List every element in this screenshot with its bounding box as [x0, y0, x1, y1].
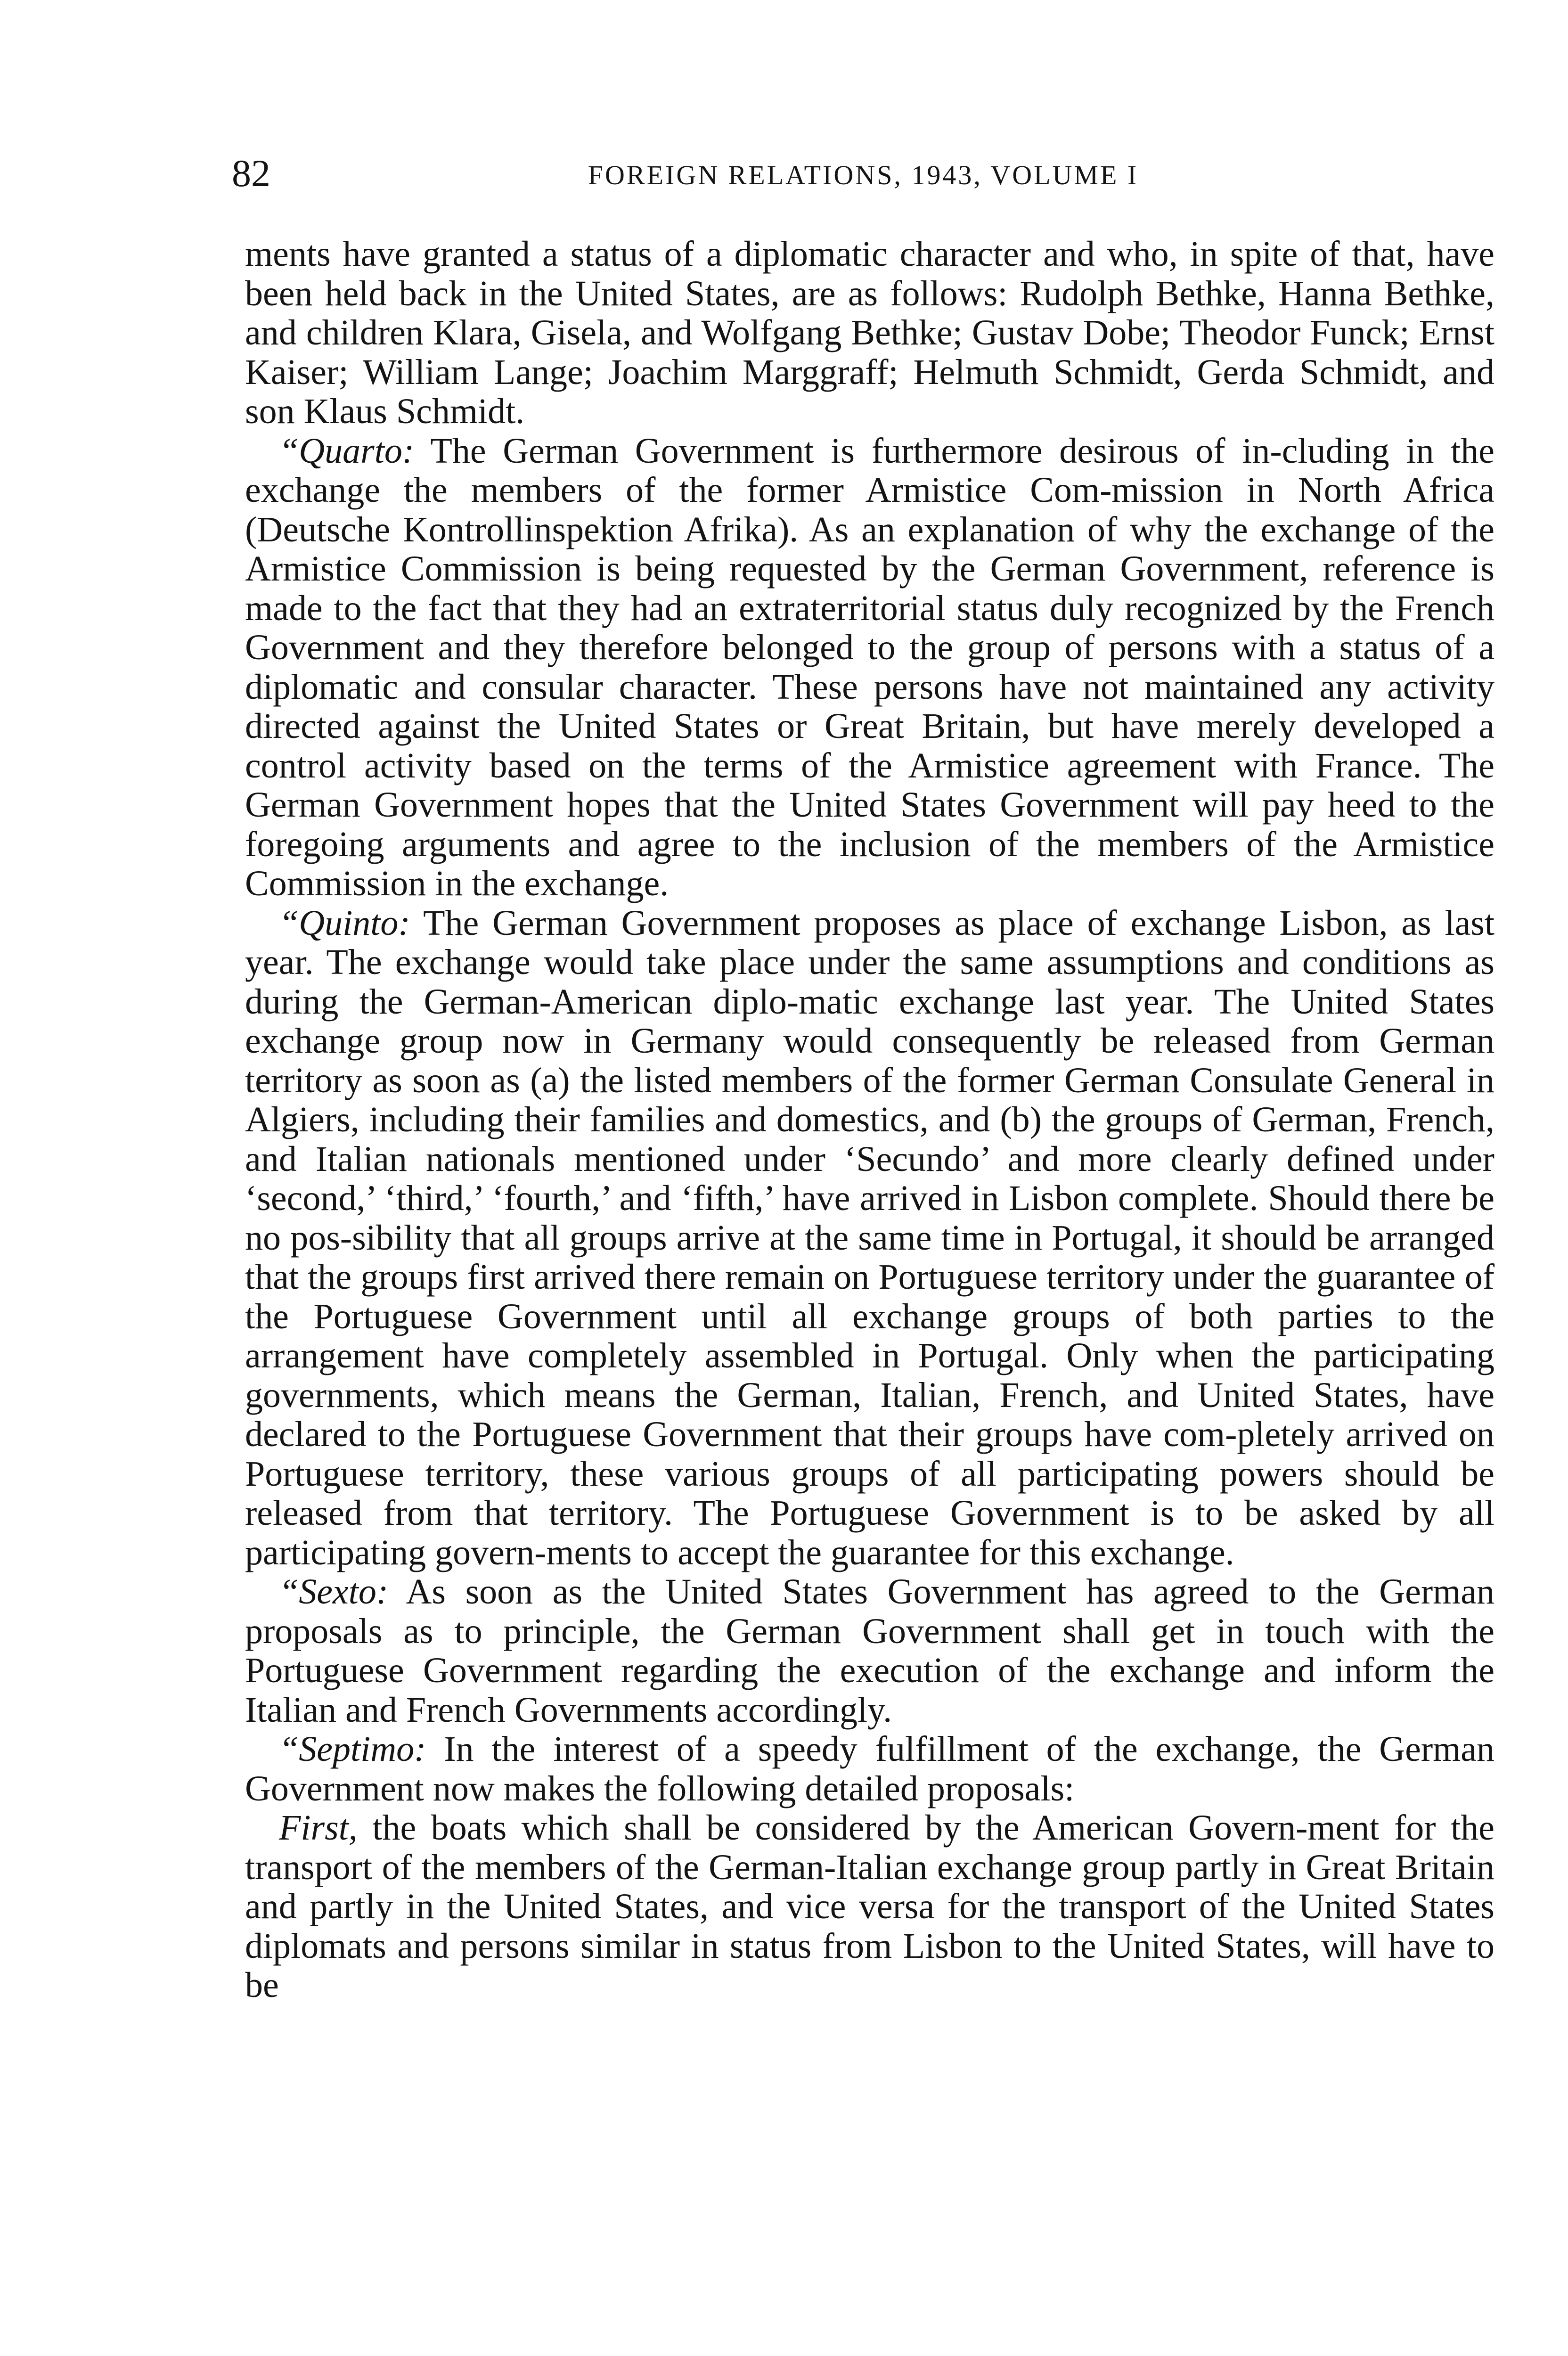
paragraph-sexto — [245, 1572, 1494, 1730]
paragraph-quinto — [245, 904, 1494, 1573]
page-number: 82 — [232, 152, 270, 195]
paragraph-text: the boats which shall be considered by the American Govern-ment for the transport of the members of the German-Italian exchange group partly in Great Britain and partly in the United States, and vice versa for the transport of the United States diplomats and persons similar in status from Lisbon to the United States, will have to be — [245, 1808, 1494, 2005]
paragraph-text: The German Government is furthermore desirous of in-cluding in the exchange the members of the former Armistice Com-mission in North Africa (Deutsche Kontrollinspektion Afrika). As an explanation of why the exchange of the Armistice Commission is being requested by the German Government, reference is made to the fact that they had an extraterritorial status duly recognized by the French Government and they therefore belonged to the group of persons with a status of a diplomatic and consular character. These persons have not maintained any activity directed against the United States or Great Britain, but have merely developed a control activity based on the terms of the Armistice agreement with France. The German Government hopes that the United States Government will pay heed to the foregoing arguments and agree to the inclusion of the members of the Armistice Commission in the exchange. — [245, 431, 1494, 903]
paragraph-lead: “Septimo: — [279, 1729, 426, 1769]
paragraph-septimo — [245, 1730, 1494, 1808]
paragraph-quarto — [245, 432, 1494, 904]
paragraph-first — [245, 1808, 1494, 2005]
paragraph-text: In the interest of a speedy fulfillment of the exchange, the German Government now makes the following detailed proposals: — [245, 1729, 1494, 1808]
page-header — [232, 150, 1494, 202]
paragraph-lead: “Sexto: — [279, 1572, 389, 1612]
paragraph-lead: “Quinto: — [279, 903, 410, 943]
paragraph — [245, 235, 1494, 432]
paragraph-text: ments have granted a status of a diplomatic character and who, in spite of that, have been held back in the United States, are as follows: Rudolph Bethke, Hanna Bethke, and children Klara, Gisela, and Wolfgang Bethke; Gustav Dobe; Theodor Funck; Ernst Kaiser; William Lange; Joachim Marggraff; Helmuth Schmidt, Gerda Schmidt, and son Klaus Schmidt. — [245, 234, 1494, 431]
paragraph-text: As soon as the United States Government has agreed to the German proposals as to principle, the German Government shall get in touch with the Portuguese Government regarding the execution of the exchange and inform the Italian and French Governments accordingly. — [245, 1572, 1494, 1730]
paragraph-text: The German Government proposes as place of exchange Lisbon, as last year. The exchange would take place under the same assumptions and conditions as during the German-American diplo-matic exchange last year. The United States exchange group now in Germany would consequently be released from German territory as soon as (a) the listed members of the former German Consulate General in Algiers, including their families and domestics, and (b) the groups of German, French, and Italian nationals mentioned under ‘Secundo’ and more clearly defined under ‘second,’ ‘third,’ ‘fourth,’ and ‘fifth,’ have arrived in Lisbon complete. Should there be no pos-sibility that all groups arrive at the same time in Portugal, it should be arranged that the groups first arrived there remain on Portuguese territory under the guarantee of the Portuguese Government until all exchange groups of both parties to the arrangement have completely assembled in Portugal. Only when the participating governments, which means the German, Italian, French, and United States, have declared to the Portuguese Government that their groups have com-pletely arrived on Portuguese territory, these various groups of all participating powers should be released from that territory. The Portuguese Government is to be asked by all participating govern-ments to accept the guarantee for this exchange. — [245, 903, 1494, 1572]
paragraph-lead: First, — [279, 1808, 358, 1848]
running-title: FOREIGN RELATIONS, 1943, VOLUME I — [588, 160, 1139, 190]
paragraph-lead: “Quarto: — [279, 431, 415, 471]
body-text — [245, 235, 1494, 2005]
